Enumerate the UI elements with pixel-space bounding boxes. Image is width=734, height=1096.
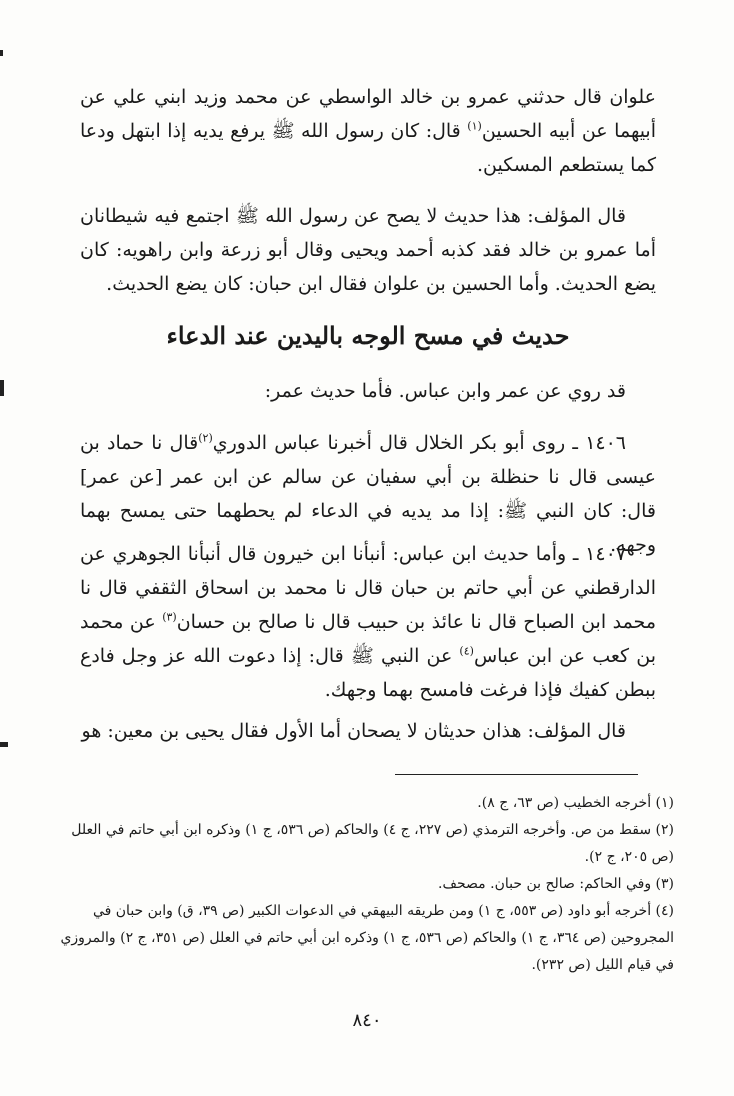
- paragraph-3-text: قد روي عن عمر وابن عباس. فأما حديث عمر:: [264, 380, 626, 402]
- scan-edge-mark: [0, 50, 3, 56]
- footnotes: [60, 790, 674, 979]
- hadith-1406-text-a: ١٤٠٦ ـ روى أبو بكر الخلال قال أخبرنا عباس الدوري: [212, 432, 627, 454]
- paragraph-1: [80, 80, 656, 182]
- hadith-1407-text-c: عن النبي ﷺ قال: إذا دعوت الله عز وجل فادع ببطن كفيك فإذا فرغت فامسح بهما وجهك.: [80, 645, 656, 701]
- paragraph-2-text: قال المؤلف: هذا حديث لا يصح عن رسول الله ﷺ اجتمع فيه شيطانان أما عمرو بن خالد فقد كذبه أحمد ويحيى وقال أبو زرعة وابن راهويه: كان يضع الحديث. وأما الحسين بن علوان فقال ابن حبان: كان يضع الحديث.: [80, 205, 656, 295]
- page-number: ٨٤٠: [352, 1010, 382, 1031]
- footnote-2: (٢) سقط من ص. وأخرجه الترمذي (ص ٢٢٧، ج ٤) والحاكم (ص ٥٣٦، ج ١) وذكره ابن أبي حاتم في العلل (ص ٢٠٥، ج ٢).: [71, 822, 674, 865]
- paragraph-2: [80, 199, 656, 301]
- footnote-ref-1: (١): [467, 119, 482, 133]
- paragraph-1-cont: قال: كان رسول الله ﷺ يرفع يديه إذا ابتهل ودعا كما يستطعم المسكين.: [80, 120, 656, 176]
- scan-edge-mark: [0, 380, 4, 396]
- hadith-1406-text-b: قال نا حماد بن عيسى قال نا حنظلة بن أبي سفيان عن سالم عن ابن عمر [عن عمر] قال: كان النبي ﷺ: إذا مد يديه في الدعاء لم يحطهما حتى يمسح بهما وجهه.: [80, 432, 656, 556]
- footnote-1: (١) أخرجه الخطيب (ص ٦٣، ج ٨).: [477, 795, 674, 811]
- footnote-3: (٣) وفي الحاكم: صالح بن حبان. مصحف.: [438, 876, 674, 892]
- hadith-1407-text-a: ١٤٠٧ ـ وأما حديث ابن عباس: أنبأنا ابن خيرون قال أنبأنا الجوهري عن الدارقطني عن أبي حاتم بن حبان قال نا محمد بن اسحاق الثقفي قال نا محمد ابن الصباح قال نا عائذ بن حبيب قال نا صالح بن حسان: [80, 543, 657, 633]
- footnote-ref-2: (٢): [198, 431, 213, 445]
- scan-edge-mark: [0, 742, 8, 747]
- paragraph-1-text: علوان قال حدثني عمرو بن خالد الواسطي عن محمد وزيد ابني علي عن أبيهما عن أبيه الحسين: [80, 86, 656, 142]
- footnote-ref-4: (٤): [459, 644, 474, 658]
- paragraph-6-text: قال المؤلف: هذان حديثان لا يصحان أما الأول فقال يحيى بن معين: هو: [81, 720, 626, 742]
- footnote-divider: [395, 774, 638, 775]
- section-heading: حديث في مسح الوجه باليدين عند الدعاء: [166, 321, 570, 350]
- paragraph-6: [80, 714, 656, 748]
- footnote-4: (٤) أخرجه أبو داود (ص ٥٥٣، ج ١) ومن طريقه البيهقي في الدعوات الكبير (ص ٣٩، ق) وابن حبان في المجروحين (ص ٣٦٤، ج ١) والحاكم (ص ٥٣٦، ج ١) وذكره ابن أبي حاتم في العلل (ص ٣٥١، ج ٢) والمروزي في قيام الليل (ص ٢٣٢).: [60, 903, 674, 973]
- paragraph-3: [80, 374, 656, 408]
- hadith-1407-text-b: عن محمد بن كعب عن ابن عباس: [80, 611, 656, 667]
- hadith-1407: [80, 537, 656, 707]
- footnote-ref-3: (٣): [162, 610, 177, 624]
